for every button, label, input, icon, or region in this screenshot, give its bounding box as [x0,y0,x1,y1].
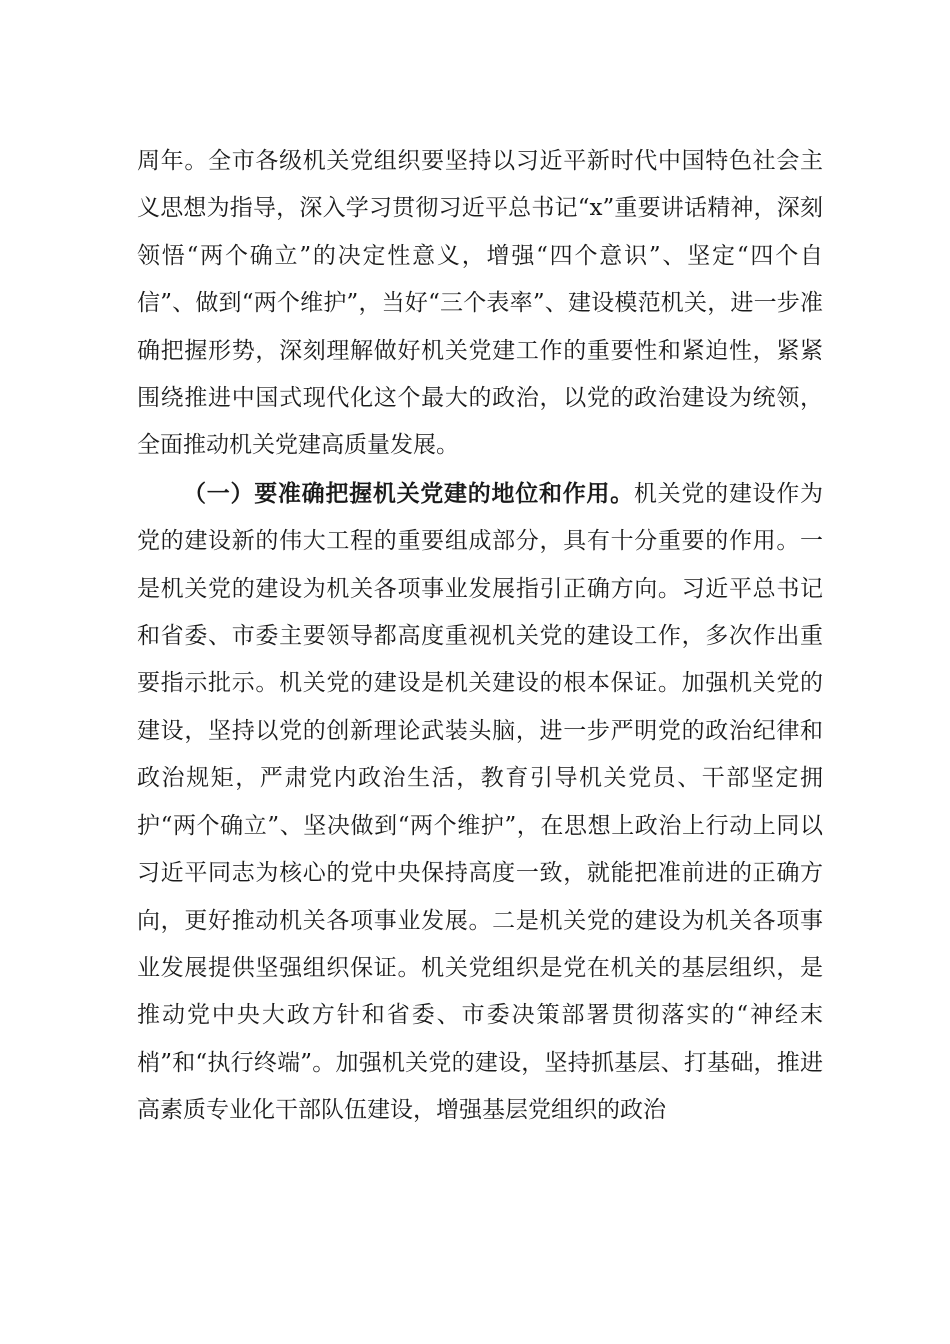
body-paragraph-2 [137,470,823,1135]
document-body [137,138,823,1135]
section-text: 机关党的建设作为党的建设新的伟大工程的重要组成部分，具有十分重要的作用。一是机关党的建设为机关各项事业发展指引正确方向。习近平总书记和省委、市委主要领导都高度重视机关党的建设工作，多次作出重要指示批示。机关党的建设是机关建设的根本保证。加强机关党的建设，坚持以党的创新理论武装头脑，进一步严明党的政治纪律和政治规矩，严肃党内政治生活，教育引导机关党员、干部坚定拥护“两个确立”、坚决做到“两个维护”，在思想上政治上行动上同以习近平同志为核心的党中央保持高度一致，就能把准前进的正确方向，更好推动机关各项事业发展。二是机关党的建设为机关各项事业发展提供坚强组织保证。机关党组织是党在机关的基层组织，是推动党中央大政方针和省委、市委决策部署贯彻落实的“神经末梢”和“执行终端”。加强机关党的建设，坚持抓基层、打基础，推进高素质专业化干部队伍建设，增强基层党组织的政治 [137,480,824,1124]
body-paragraph-1: 周年。全市各级机关党组织要坚持以习近平新时代中国特色社会主义思想为指导，深入学习贯彻习近平总书记“x”重要讲话精神，深刻领悟“两个确立”的决定性意义，增强“四个意识”、坚定“四个自信”、做到“两个维护”，当好“三个表率”、建设模范机关，进一步准确把握形势，深刻理解做好机关党建工作的重要性和紧迫性，紧紧围绕推进中国式现代化这个最大的政治，以党的政治建设为统领，全面推动机关党建高质量发展。 [137,148,823,459]
section-heading: （一）要准确把握机关党建的地位和作用。 [183,479,634,507]
